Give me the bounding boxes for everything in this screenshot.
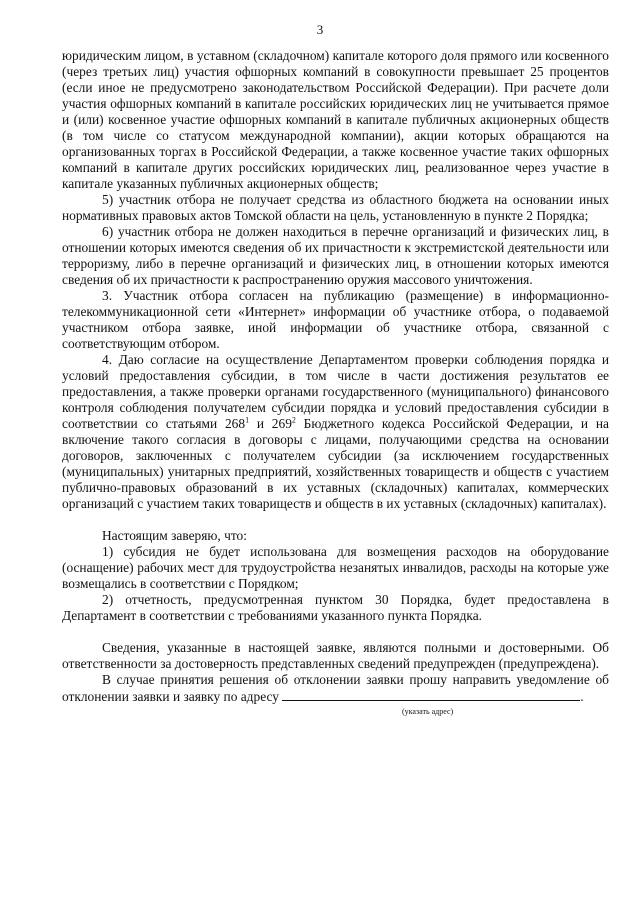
address-hint: (указать адрес) bbox=[402, 707, 454, 716]
spacer bbox=[62, 624, 609, 640]
paragraph-offshore: юридическим лицом, в уставном (складочном) капитале которого доля прямого или косвенного (через третьих лиц) участия офшорных компаний в совокупности превышает 25 процентов (если иное не предусмотрено законодательством Российской Федерации). При расчете доли участия офшорных компаний в капитале российских юридических лиц не учитывается прямое и (или) косвенное участие офшорных компаний в капитале публичных акционерных обществ (в том числе со статусом международной компании), акции которых обращаются на организованных торгах в Российской Федерации, а также косвенное участие таких офшорных компаний в капитале других российских юридических лиц, реализованное через участие в капитале указанных публичных акционерных обществ; bbox=[62, 48, 609, 191]
rejection-paragraph bbox=[62, 672, 609, 705]
paragraph-item-6: 6) участник отбора не должен находиться в перечне организаций и физических лиц, в отношении которых имеются сведения об их причастности к экстремистской деятельности или терроризму, либо в перечне организаций и физических лиц, в отношении которых имеются сведения об их причастности к распространению оружия массового уничтожения. bbox=[62, 224, 609, 287]
declaration-paragraph: Сведения, указанные в настоящей заявке, являются полными и достоверными. Об ответственности за достоверность представленных сведений предупрежден (предупреждена). bbox=[62, 640, 609, 671]
document-body bbox=[62, 48, 609, 717]
rejection-text: В случае принятия решения об отклонении заявки прошу направить уведомление об отклонении заявки и заявку по адресу bbox=[62, 672, 609, 704]
paragraph-inspection-consent bbox=[62, 352, 609, 512]
consent-text-part1: 4. Даю согласие на осуществление Департаментом проверки соблюдения порядка и условий предоставления субсидии, в том числе в части достижения результатов ее предоставления, а также проверки органами государственного (муниципального) финансового контроля соблюдения получателем субсидии порядка и условий предоставления субсидии в соответствии со статьями 268 bbox=[62, 352, 609, 431]
assurance-intro: Настоящим заверяю, что: bbox=[102, 528, 247, 543]
assurance-item-1: 1) субсидия не будет использована для возмещения расходов на оборудование (оснащение) рабочих мест для трудоустройства незанятых инвалидов, расходы на которые уже возмещались в соответствии с Порядком; bbox=[62, 544, 609, 591]
spacer bbox=[62, 512, 609, 528]
paragraph-publication-consent: 3. Участник отбора согласен на публикацию (размещение) в информационно-телекоммуникационной сети «Интернет» информации об участнике отбора, о подаваемой участником отбора заявке, иной информации об участнике отбора, связанной с соответствующим отбором. bbox=[62, 288, 609, 351]
rejection-end: . bbox=[580, 689, 584, 704]
consent-text-part2: и 269 bbox=[249, 416, 292, 431]
assurance-item-2: 2) отчетность, предусмотренная пунктом 30 Порядка, будет предоставлена в Департамент в соответствии с требованиями указанного пункта Порядка. bbox=[62, 592, 609, 623]
consent-text-part3: Бюджетного кодекса Российской Федерации, и на включение такого согласия в договоры с лицами, получающими средства на основании договоров, заключенных с получателем субсидии (за исключением государственных (муниципальных) унитарных предприятий, хозяйственных товариществ и обществ с участием публично-правовых образований в их уставных (складочных) капиталах, коммерческих организаций с участием таких товариществ и обществ в их уставных (складочных) капиталах). bbox=[62, 416, 609, 511]
page-number: 3 bbox=[316, 22, 324, 37]
address-blank-line[interactable] bbox=[282, 688, 580, 701]
footnote-sup-268: 1 bbox=[245, 415, 250, 425]
paragraph-item-5: 5) участник отбора не получает средства из областного бюджета на основании иных нормативных правовых актов Томской области на цель, установленную в пункте 2 Порядка; bbox=[62, 192, 609, 223]
footnote-sup-269: 2 bbox=[291, 415, 296, 425]
